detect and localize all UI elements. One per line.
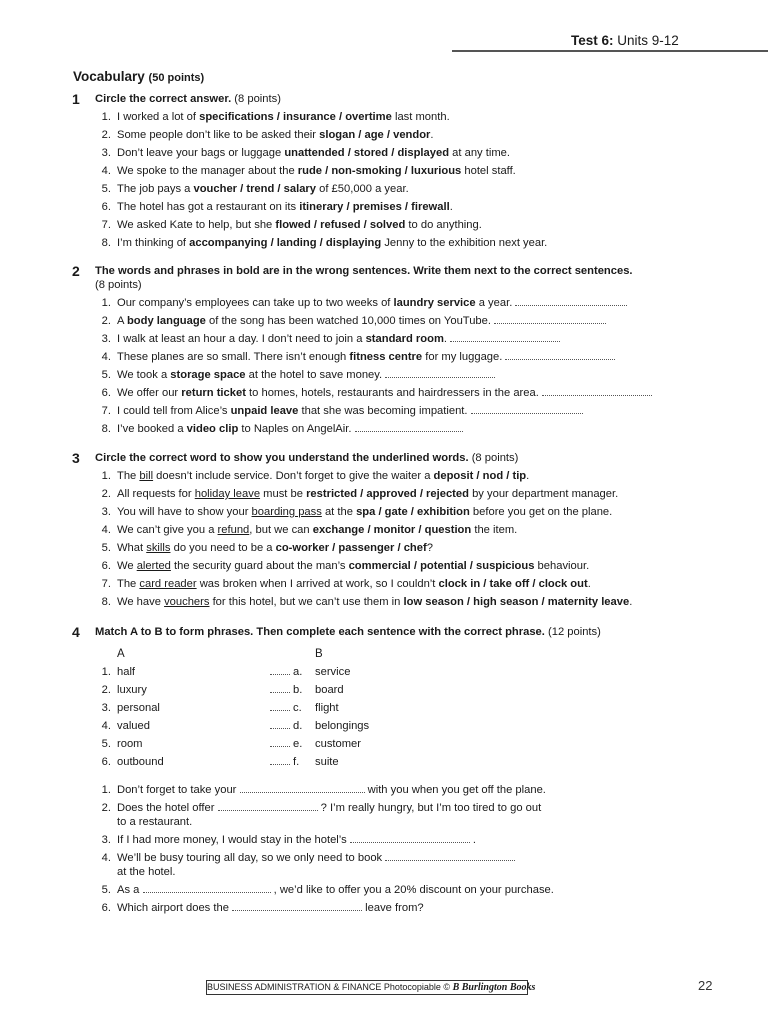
item-number: 2. <box>101 488 111 500</box>
item-number: 8. <box>101 237 111 249</box>
match-blank[interactable] <box>270 720 290 732</box>
item-number: 4. <box>101 524 111 536</box>
question-item <box>117 542 433 554</box>
exercise-number: 4 <box>72 624 80 640</box>
item-text: of £50,000 a year. <box>316 183 409 195</box>
column-a-word: valued <box>117 720 150 732</box>
underlined-word: vouchers <box>164 596 210 608</box>
answer-blank[interactable] <box>218 802 318 811</box>
item-text: at any time. <box>449 147 510 159</box>
item-text: I could tell from Alice’s <box>117 405 231 417</box>
item-text: We can’t give you a <box>117 524 218 536</box>
bold-phrase: fitness centre <box>349 351 423 363</box>
column-b-letter: b. <box>293 684 303 696</box>
column-a-word: luxury <box>117 684 147 696</box>
item-text: We offer our <box>117 387 182 399</box>
underlined-word: holiday leave <box>194 488 261 500</box>
item-text: . <box>430 129 434 141</box>
match-answer-blank[interactable] <box>270 756 290 765</box>
match-blank[interactable] <box>270 756 290 768</box>
item-text: for this hotel, but we can’t use them in <box>209 596 404 608</box>
item-text: , but we can <box>249 524 313 536</box>
item-number: 6. <box>101 560 111 572</box>
answer-options: deposit / nod / tip <box>433 470 527 482</box>
item-text: before you get on the plane. <box>469 506 613 518</box>
answer-blank[interactable] <box>385 852 515 861</box>
item-text: . <box>526 470 530 482</box>
item-text: We <box>117 560 137 572</box>
item-number: 3. <box>101 702 111 714</box>
item-number: 5. <box>101 738 111 750</box>
answer-options: low season / high season / maternity leave <box>403 596 630 608</box>
item-text: with you when you get off the plane. <box>364 784 546 796</box>
header-rule <box>452 50 768 52</box>
exercise-instruction <box>95 452 518 464</box>
instruction-text: Circle the correct word to show you understand the underlined words. <box>95 452 469 464</box>
answer-options: unattended / stored / displayed <box>284 147 450 159</box>
instruction-points: (8 points) <box>471 452 519 464</box>
answer-blank[interactable] <box>385 369 495 378</box>
sentence-continuation: at the hotel. <box>117 866 176 878</box>
match-answer-blank[interactable] <box>270 684 290 693</box>
item-text: What <box>117 542 147 554</box>
question-item <box>117 488 618 500</box>
question-item <box>117 596 632 608</box>
column-b-letter: a. <box>293 666 303 678</box>
item-text: . <box>443 333 447 345</box>
column-b-word: service <box>315 666 351 678</box>
question-item <box>117 129 434 141</box>
instruction-text: Circle the correct answer. <box>95 93 232 105</box>
exercise-number: 2 <box>72 263 80 279</box>
item-number: 4. <box>101 720 111 732</box>
answer-blank[interactable] <box>240 784 365 793</box>
item-text: . <box>469 834 476 846</box>
item-text: behaviour. <box>534 560 590 572</box>
item-text: the security guard about the man’s <box>170 560 349 572</box>
column-b-letter: f. <box>293 756 300 768</box>
item-number: 3. <box>101 333 111 345</box>
answer-options: specifications / insurance / overtime <box>199 111 392 123</box>
item-number: 4. <box>101 351 111 363</box>
sentence-item <box>117 852 515 864</box>
instruction-text: Match A to B to form phrases. Then complete each sentence with the correct phrase. <box>95 626 545 638</box>
answer-options: accompanying / landing / displaying <box>189 237 382 249</box>
item-text: Our company’s employees can take up to two weeks of <box>117 297 394 309</box>
question-item <box>117 351 615 363</box>
answer-options: itinerary / premises / firewall <box>299 201 450 213</box>
answer-options: co-worker / passenger / chef <box>275 542 427 554</box>
item-number: 7. <box>101 405 111 417</box>
column-b-header: B <box>315 648 323 660</box>
match-answer-blank[interactable] <box>270 666 290 675</box>
question-item <box>117 147 510 159</box>
bold-phrase: video clip <box>186 423 239 435</box>
item-number: 6. <box>101 387 111 399</box>
item-number: 3. <box>101 834 111 846</box>
exercise-instruction <box>95 626 601 638</box>
item-text: was broken when I arrived at work, so I couldn’t <box>196 578 439 590</box>
footer-copyright <box>206 980 536 995</box>
bold-phrase: unpaid leave <box>230 405 299 417</box>
column-b-word: flight <box>315 702 339 714</box>
item-number: 1. <box>101 111 111 123</box>
item-text: that she was becoming impatient. <box>298 405 468 417</box>
item-text: I’ve booked a <box>117 423 187 435</box>
sentence-item <box>117 802 541 814</box>
item-text: We took a <box>117 369 171 381</box>
answer-blank[interactable] <box>143 884 271 893</box>
question-item <box>117 578 591 590</box>
item-text: ? I’m really hungry, but I’m too tired to go out <box>317 802 542 814</box>
sentence-continuation: to a restaurant. <box>117 816 193 828</box>
units-label: Units 9-12 <box>617 33 679 48</box>
item-text: The <box>117 578 140 590</box>
item-text: to do anything. <box>405 219 482 231</box>
column-b-word: belongings <box>315 720 370 732</box>
item-text: at the <box>321 506 357 518</box>
question-item <box>117 333 560 345</box>
sentence-item <box>117 784 546 796</box>
sentence-item <box>117 834 476 846</box>
item-number: 1. <box>101 666 111 678</box>
answer-options: restricted / approved / rejected <box>306 488 469 500</box>
answer-options: voucher / trend / salary <box>193 183 316 195</box>
bold-phrase: return ticket <box>181 387 246 399</box>
answer-options: rude / non-smoking / luxurious <box>297 165 462 177</box>
answer-options: exchange / monitor / question <box>312 524 472 536</box>
item-text: . <box>449 201 453 213</box>
answer-options: clock in / take off / clock out <box>438 578 588 590</box>
column-b-letter: d. <box>293 720 303 732</box>
section-title-text: Vocabulary <box>73 69 145 84</box>
match-blank[interactable] <box>270 666 290 678</box>
question-item <box>117 506 612 518</box>
match-blank[interactable] <box>270 738 290 750</box>
item-text: last month. <box>391 111 450 123</box>
item-number: 3. <box>101 147 111 159</box>
item-text: . <box>587 578 591 590</box>
item-number: 2. <box>101 802 111 814</box>
sentence-item <box>117 902 424 914</box>
item-number: 8. <box>101 596 111 608</box>
item-text: by your department manager. <box>468 488 619 500</box>
item-text: We spoke to the manager about the <box>117 165 298 177</box>
item-text: hotel staff. <box>461 165 516 177</box>
question-item <box>117 387 652 399</box>
publisher-logo: B Burlington Books <box>452 982 536 993</box>
question-item <box>117 297 627 309</box>
item-text: . <box>629 596 633 608</box>
item-text: for my luggage. <box>422 351 503 363</box>
question-item <box>117 219 482 231</box>
answer-blank[interactable] <box>232 902 362 911</box>
column-b-word: suite <box>315 756 339 768</box>
item-text: The job pays a <box>117 183 194 195</box>
item-text: the item. <box>471 524 518 536</box>
column-a-word: personal <box>117 702 160 714</box>
match-blank[interactable] <box>270 684 290 696</box>
question-item <box>117 165 516 177</box>
column-a-word: room <box>117 738 143 750</box>
item-text: do you need to be a <box>170 542 276 554</box>
answer-blank[interactable] <box>350 834 470 843</box>
exercise-instruction <box>95 93 281 105</box>
item-text: As a <box>117 884 143 896</box>
item-number: 5. <box>101 183 111 195</box>
question-item <box>117 524 517 536</box>
item-text: , we’d like to offer you a 20% discount on your purchase. <box>270 884 554 896</box>
item-number: 8. <box>101 423 111 435</box>
item-text: doesn’t include service. Don’t forget to give the waiter a <box>153 470 434 482</box>
question-item <box>117 183 409 195</box>
bold-phrase: body language <box>126 315 206 327</box>
section-title <box>73 69 204 84</box>
answer-options: commercial / potential / suspicious <box>348 560 535 572</box>
item-text: I walk at least an hour a day. I don’t need to join a <box>117 333 366 345</box>
item-number: 6. <box>101 756 111 768</box>
column-a-word: half <box>117 666 136 678</box>
column-b-letter: c. <box>293 702 302 714</box>
question-item <box>117 423 463 435</box>
item-text: If I had more money, I would stay in the hotel’s <box>117 834 350 846</box>
exercise-instruction: The words and phrases in bold are in the wrong sentences. Write them next to the correct sentences. <box>95 265 633 277</box>
question-item <box>117 405 583 417</box>
item-number: 7. <box>101 219 111 231</box>
item-number: 6. <box>101 902 111 914</box>
test-label: Test 6: <box>571 33 614 48</box>
match-answer-blank[interactable] <box>270 738 290 747</box>
item-text: Some people don’t like to be asked their <box>117 129 320 141</box>
page-number: 22 <box>698 978 713 993</box>
item-text: Which airport does the <box>117 902 233 914</box>
question-item <box>117 369 495 381</box>
footer-text: BUSINESS ADMINISTRATION & FINANCE Photocopiable © <box>207 982 451 992</box>
answer-blank[interactable] <box>494 315 606 324</box>
item-text: All requests for <box>117 488 195 500</box>
instruction-points: (12 points) <box>548 626 601 638</box>
item-text: A <box>117 315 127 327</box>
answer-blank[interactable] <box>471 405 583 414</box>
item-number: 2. <box>101 315 111 327</box>
underlined-word: card reader <box>139 578 197 590</box>
item-text: You will have to show your <box>117 506 252 518</box>
answer-blank[interactable] <box>355 423 463 432</box>
match-answer-blank[interactable] <box>270 720 290 729</box>
sentence-item <box>117 884 554 896</box>
item-text: We have <box>117 596 165 608</box>
section-points: (50 points) <box>148 72 205 84</box>
instruction-points: (8 points) <box>234 93 281 105</box>
answer-options: slogan / age / vendor <box>319 129 431 141</box>
answer-options: flowed / refused / solved <box>275 219 406 231</box>
item-number: 1. <box>101 784 111 796</box>
column-b-word: board <box>315 684 344 696</box>
match-answer-blank[interactable] <box>270 702 290 711</box>
item-number: 5. <box>101 542 111 554</box>
item-text: Don’t forget to take your <box>117 784 240 796</box>
item-number: 1. <box>101 297 111 309</box>
item-text: Jenny to the exhibition next year. <box>381 237 548 249</box>
answer-blank[interactable] <box>450 333 560 342</box>
answer-options: spa / gate / exhibition <box>356 506 470 518</box>
item-number: 4. <box>101 852 111 864</box>
exercise-number: 3 <box>72 450 80 466</box>
item-number: 2. <box>101 684 111 696</box>
question-item <box>117 201 453 213</box>
instruction-points: (8 points) <box>95 279 142 291</box>
item-number: 3. <box>101 506 111 518</box>
item-text: at the hotel to save money. <box>245 369 383 381</box>
item-text: The hotel has got a restaurant on its <box>117 201 300 213</box>
column-b-letter: e. <box>293 738 303 750</box>
column-a-word: outbound <box>117 756 164 768</box>
item-text: We’ll be busy touring all day, so we only need to book <box>117 852 386 864</box>
item-number: 1. <box>101 470 111 482</box>
question-item <box>117 111 450 123</box>
item-text: These planes are so small. There isn’t enough <box>117 351 350 363</box>
answer-blank[interactable] <box>515 297 627 306</box>
match-blank[interactable] <box>270 702 290 714</box>
question-item <box>117 237 547 249</box>
item-number: 5. <box>101 369 111 381</box>
bold-phrase: laundry service <box>393 297 476 309</box>
item-number: 7. <box>101 578 111 590</box>
item-text: to homes, hotels, restaurants and hairdressers in the area. <box>245 387 539 399</box>
item-number: 4. <box>101 165 111 177</box>
underlined-word: refund <box>217 524 250 536</box>
bold-phrase: storage space <box>170 369 246 381</box>
item-text: must be <box>260 488 307 500</box>
column-b-word: customer <box>315 738 362 750</box>
underlined-word: boarding pass <box>251 506 322 518</box>
item-text: ? <box>426 542 433 554</box>
question-item <box>117 560 589 572</box>
question-item <box>117 315 606 327</box>
item-number: 2. <box>101 129 111 141</box>
item-text: I worked a lot of <box>117 111 200 123</box>
exercise-number: 1 <box>72 91 80 107</box>
item-text: to Naples on AngelAir. <box>238 423 352 435</box>
answer-blank[interactable] <box>542 387 652 396</box>
underlined-word: bill <box>139 470 154 482</box>
item-text: I’m thinking of <box>117 237 190 249</box>
item-text: Does the hotel offer <box>117 802 218 814</box>
item-text: of the song has been watched 10,000 times on YouTube. <box>205 315 491 327</box>
answer-blank[interactable] <box>505 351 615 360</box>
underlined-word: alerted <box>136 560 171 572</box>
bold-phrase: standard room <box>365 333 444 345</box>
item-number: 5. <box>101 884 111 896</box>
item-text: a year. <box>475 297 513 309</box>
item-number: 6. <box>101 201 111 213</box>
item-text: The <box>117 470 140 482</box>
column-a-header: A <box>117 648 125 660</box>
question-item <box>117 470 529 482</box>
item-text: Don’t leave your bags or luggage <box>117 147 285 159</box>
item-text: leave from? <box>362 902 424 914</box>
underlined-word: skills <box>146 542 171 554</box>
test-header <box>571 33 679 48</box>
item-text: We asked Kate to help, but she <box>117 219 276 231</box>
